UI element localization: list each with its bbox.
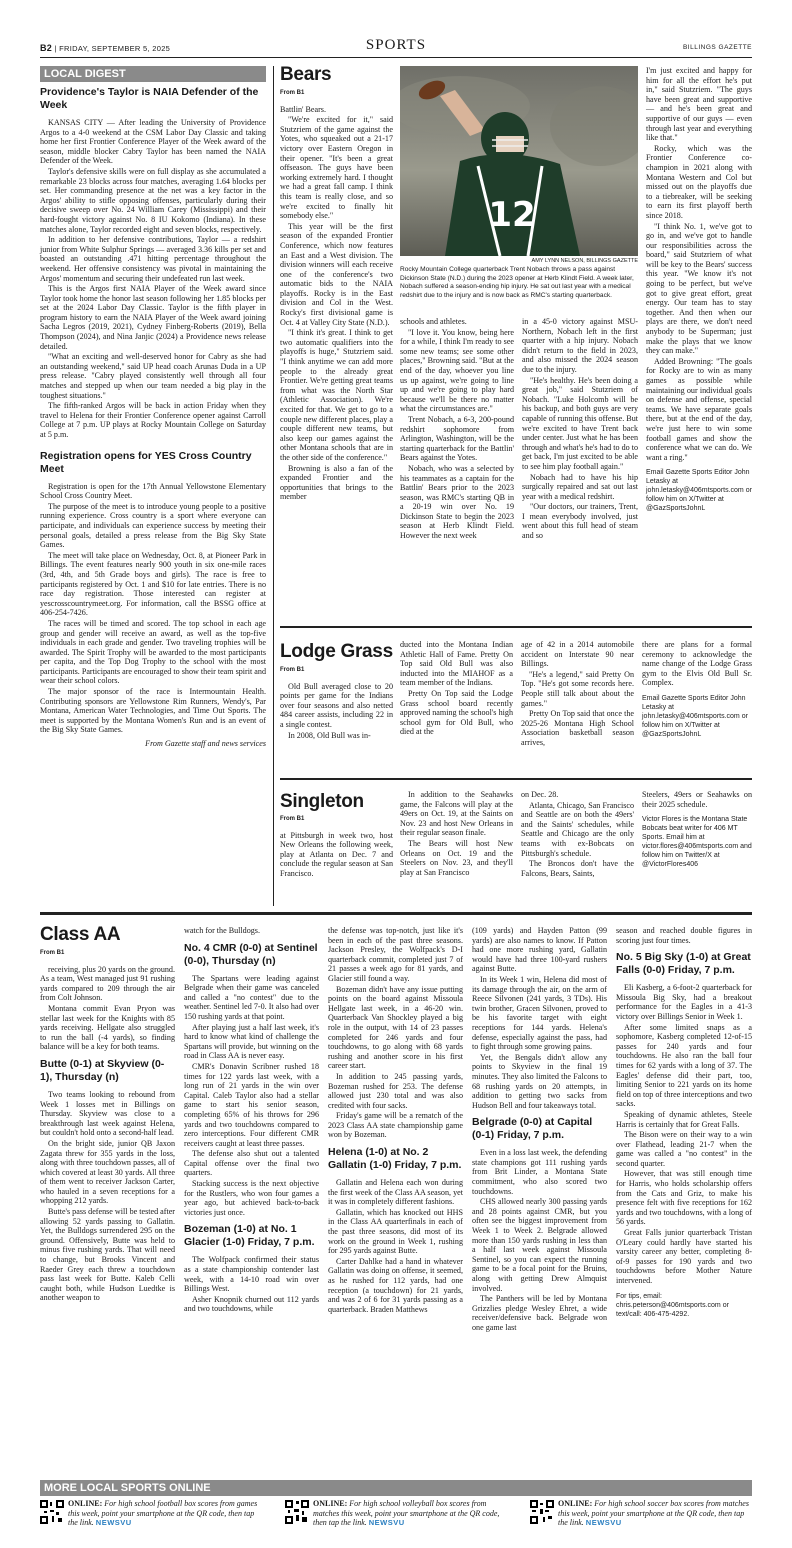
page-header [40,36,752,58]
section-rule [280,626,752,628]
paper-name: BILLINGS GAZETTE [682,44,752,51]
game-subhead: Belgrade (0-0) at Capital (0-1) Friday, 7 p.m. [472,1116,593,1142]
body-paragraph: Taylor's defensive skills were on full display as she accumulated a remarkable 23 blocks across four matches, averaging 1.64 blocks per set. Her commanding presence at the net was a key factor in the Argos' ability to stifle opposing offenses, particularly during their decisive sweep over No. 24 William Carey (Mississippi) and their hard-fought victory against No. 8 IU Kokomo (Indiana). In these matches alone, Taylor recorded eight and seven blocks, respectively. [40,166,266,234]
body-paragraph: The defense also shut out a talented Capital offense over the final two quarters. [184,1149,319,1178]
jersey-number: 12 [488,195,536,235]
body-paragraph: Butte's pass defense will be tested after allowing 52 yards passing to Gallatin. Yet, the Bulldogs surrendered 295 on the ground. Offensively, Butte was held to minus five rushing yards. That will need to change, but Brooks Vincent and Raeder Grey each threw a touchdown pass last week for Butte. Kaleb Celli caught both, while Hudson Luedtke is another weapon to [40,1207,175,1303]
bears-col4 [646,66,752,513]
body-paragraph: at Pittsburgh in week two, host New Orleans the following week, play at Atlanta on Dec. 7 and conclude the regular season at San Francisco. [280,830,393,878]
lodge-grass-from: From B1 [280,667,305,673]
class-aa-col5 [616,926,752,1319]
body-paragraph: The Spartans were leading against Belgrade when their game was canceled and called a "no contest" due to the weather. Sentinel led 7-0. It also had over 150 rushing yards at that point. [184,973,319,1021]
nobach-photo [400,66,638,256]
online-text-soccer: ONLINE: For high school soccer box scores from matches this week, point your smartphone at the QR code, then tap the link. NEWSVU [558,1499,749,1528]
section-title: SPORTS [365,37,427,53]
body-paragraph: Bozeman didn't have any issue putting points on the board against Missoula Hellgate last week, in a 46-20 win. Quarterback Van Shockley played a big role in the output, with 14 of 23 passes completed for 246 yards and four touchdowns, to go along with 68 yards rushing and another score in his first career start. [328,984,463,1071]
lodge-grass-headline: Lodge Grass [280,641,393,662]
bears-col2 [400,317,514,542]
body-paragraph: ducted into the Montana Indian Athletic Hall of Fame. Pretty On Top said Old Bull was also inducted into the MIAHOF as a team member of the Indians. [400,640,513,688]
bears-from: From B1 [280,90,305,96]
qr-code-icon[interactable] [40,1500,64,1524]
body-paragraph: The Bison were on their way to a win over Flathead, leading 21-7 when the game was called a "no contest" in the second quarter. [616,1130,752,1168]
bears-col1 [280,89,393,503]
body-paragraph: After some limited snaps as a sophomore, Kasberg completed 12-of-15 passes for 240 yards and four touchdowns. He also ran the ball four times for 62 yards with a long of 37. The Eagles' defense did their part, too, limiting Senior to 221 yards on its home field on top of three interceptions and two sacks. [616,1022,752,1109]
online-text-volleyball: ONLINE: For high school volleyball box scores from matches this week, point your smartphone at the QR code, then tap the link. NEWSVU [313,1499,500,1528]
body-paragraph: "I think No. 1, we've got to go in, and we've got to handle our responsibilities across the board," said Stutzriem of what will be key to the Bears' success this year. "We know it's not going to be perfect, but we've got to give great effort, great energy. Our team has to stay together. And then when our plays are there, we don't need anybody to be Superman; just make the plays that we know they can make." [646,221,752,356]
body-paragraph: Friday's game will be a rematch of the 2023 Class AA state championship game won by Bozeman. [328,1111,463,1140]
lodge-grass-col2 [400,640,513,738]
body-paragraph: KANSAS CITY — After leading the University of Providence Argos to a 4-0 weekend at the CSM Labor Day Classic and taking home her first Frontier Conference Player of the Week award of the season, middle blocker Cabry Taylor has been named the NAIA Defender of the Week. [40,118,266,166]
class-aa-contact: For tips, email: chris.peterson@406mtsports.com or text/call: 406-475-4292. [616,1292,729,1318]
singleton-from: From B1 [280,816,305,822]
newspaper-page [40,36,752,1526]
newsvu-brand[interactable]: NEWSVU [585,1518,622,1528]
body-paragraph: Atlanta, Chicago, San Francisco and Seattle are on both the 49ers' and the Saints' schedules, while Seattle and Chicago are the only teams with ex-Bobcats on Pittsburgh's schedule. [521,800,634,858]
body-paragraph: Asher Knopnik churned out 112 yards and two touchdowns, while [184,1294,319,1314]
bears-contact: Email Gazette Sports Editor John Letasky at john.letasky@406mtsports.com or follow him on X/Twitter at @GazSportsJohnL [646,469,752,513]
singleton-headline: Singleton [280,791,364,812]
class-aa-col4 [472,926,607,1334]
lodge-grass-col1 [280,666,393,741]
local-digest-column [40,86,266,749]
body-paragraph: Gallatin, which has knocked out HHS in the Class AA quarterfinals in each of the past three seasons, did most of its work on the ground in Week 1, rushing for 295 yards against Butte. [328,1207,463,1256]
qr-code-icon[interactable] [285,1500,309,1524]
newsvu-brand[interactable]: NEWSVU [368,1518,405,1528]
qr-code-icon[interactable] [530,1500,554,1524]
lodge-grass-contact: Email Gazette Sports Editor John Letasky at john.letasky@406mtsports.com or follow him on X/Twitter at @GazSportsJohnL [642,694,748,738]
page-number: B2 [40,43,53,53]
digest-story1-body [40,118,266,440]
body-paragraph: "What an exciting and well-deserved honor for Cabry as she had an outstanding weekend," said UP head coach Arunas Duda in a UP press release. "Cabry played consistently well through all four matches and stepped up when our team needed a big play in the toughest situations." [40,352,266,400]
online-item-soccer[interactable] [530,1500,752,1530]
body-paragraph: However, that was still enough time for Harris, who holds scholarship offers from the Cats and Griz, to make his presence felt with five receptions for 162 yards and two touchdowns, with a long of 56 yards. [616,1169,752,1227]
column-rule [273,66,274,906]
digest-story1-headline: Providence's Taylor is NAIA Defender of the Week [40,86,259,111]
body-paragraph: After playing just a half last week, it's hard to know what kind of challenge the Spartans will provide, but winning on the road in Class AA is never easy. [184,1022,319,1061]
body-paragraph: The meet will take place on Wednesday, Oct. 8, at Pioneer Park in Billings. The event features nearly 900 youth in six one-mile races (3rd, 4th, and 5th Grade boys and girls). The race is free to participants registered by Oct. 1 and $10 for late entries. There is no race day registration. Those interested can register at yescrosscountrymeet.org. For information, call the BSSG office at 406-254-7426. [40,550,266,618]
photo-credit: AMY LYNN NELSON, BILLINGS GAZETTE [531,258,638,264]
bears-headline: Bears [280,64,332,85]
body-paragraph: age of 42 in a 2014 automobile accident on Interstate 90 near Billings. [521,640,634,669]
body-paragraph: Added Browning: "The goals for Rocky are to win as many games as possible while maintaining our individual goals on defense and offense, special teams. We have separate goals there, but at the end of the day, we're just here to win some football games and show the conference what we can do. We want a ring." [646,356,752,462]
digest-story2-headline: Registration opens for YES Cross Country Meet [40,449,252,475]
game-subhead: No. 4 CMR (0-0) at Sentinel (0-0), Thursday (n) [184,941,318,967]
body-paragraph: Registration is open for the 17th Annual Yellowstone Elementary School Cross Country Meet. [40,481,266,501]
body-paragraph: the defense was top-notch, just like it's been in each of the past three seasons. Jackson Presley, the Wolfpack's D-I quarterback commit, completed just 7 of 21 passes a week ago for 81 yards, and Glacier still found a way. [328,926,463,983]
body-paragraph: I'm just excited and happy for him for all the effort he's put in," said Stutzriem. "The guys have been great and supportive — and he's been great and supportive of our guys — even through last year and everything like that." [646,66,752,143]
body-paragraph: The races will be timed and scored. The top school in each age group and gender will receive an award, as well as the top-five individuals in each grade and gender. Two traveling trophies will be awarded. The Spirit Trophy will be awarded to the most participants per capita, and the Top Dog Trophy to the school with the most participants. Participants are encouraged to show their team spirit and wear their school colors. [40,618,266,686]
body-paragraph: Yet, the Bengals didn't allow any points to Skyview in the final 19 minutes. They also limited the Falcons to 68 rushing yards on 20 attempts, in addition to getting two sacks from Hudson Bell and four takeaways total. [472,1052,607,1110]
body-paragraph: The Wolfpack confirmed their status as a state championship contender last week, with a 14-10 road win over Billings West. [184,1255,319,1294]
body-paragraph: on Dec. 28. [521,790,559,799]
body-paragraph: "Our doctors, our trainers, Trent, I mean everybody involved, just went about this full head of steam and so [522,502,638,541]
body-paragraph: The major sponsor of the race is Intermountain Health. Contributing sponsors are Yellowstone Rim Runners, Wendy's, Par Montana, American Water Technologies, and Time Out Sports. The meet is supported by the Montana Women's Run and is an event of the Big Sky State Games. [40,687,266,735]
body-paragraph: Stacking success is the next objective for the Rustlers, who won four games a year ago, but achieved back-to-back victories just once. [184,1179,319,1217]
body-paragraph: The Panthers will be led by Montana Grizzlies pledge Wesley Ehret, a wide receiver/defensive back. Belgrade won one game last [472,1294,607,1332]
body-paragraph: receiving, plus 20 yards on the ground. As a team, West managed just 91 rushing yards compared to 209 through the air from Colt Johnson. [40,964,175,1003]
game-subhead: Bozeman (1-0) at No. 1 Glacier (1-0) Friday, 7 p.m. [184,1223,315,1249]
body-paragraph: This year will be the first season of the expanded Frontier Conference, which now features an East and a West division. The division winners will each receive one of the conference's two automatic bids to the NAIA playoffs. Rocky is in the East division and Col in the West. Rocky's first divisional game is Oct. 4 at Valley City State (N.D.). [280,221,393,327]
page-folio: B2 | FRIDAY, SEPTEMBER 5, 2025 [40,43,171,53]
body-paragraph: The fifth-ranked Argos will be back in action Friday when they travel to Helena for their Frontier Conference opener against Carroll College at 7 p.m. UP plays at Rocky Mountain College on Saturday at 5 p.m. [40,401,266,439]
body-paragraph: Speaking of dynamic athletes, Steele Harris is certainly that for Great Falls. [616,1109,752,1129]
bears-col3 [522,317,638,542]
body-paragraph: "We're excited for it," said Stutzriem of the game against the Yotes, who squeaked out a 21-17 victory over Eastern Oregon in their opener. "It's been a great offseason. The guys have been working extremely hard. I thought we had a great fall camp. I think this team is really close, and so we're excited to finally hit somebody else." [280,115,393,221]
body-paragraph: Gallatin and Helena each won during the first week of the Class AA season, yet it was in completely different fashions. [328,1178,463,1207]
class-aa-col2 [184,926,319,1315]
singleton-col3 [521,790,634,879]
body-paragraph: Old Bull averaged close to 20 points per game for the Indians over four seasons and also netted 484 career assists, including 22 in a single contest. [280,681,393,729]
page-date: FRIDAY, SEPTEMBER 5, 2025 [59,44,171,53]
lodge-grass-col4 [642,640,752,739]
online-item-volleyball[interactable] [285,1500,507,1530]
body-paragraph: "I love it. You know, being here for a while, I think I'm ready to see some new teams; see some other places," Browning said. "But at the end of the day, whoever you line us up against, we're going to line up and we're going to play hard because we'll be there no matter what the circumstances are." [400,327,514,414]
body-paragraph: Steelers, 49ers or Seahawks on their 2025 schedule. [642,790,752,809]
body-paragraph: Trent Nobach, a 6-3, 200-pound redshirt sophomore from Arlington, Washington, will be the starting quarterback for the Battlin' Bears against the Yotes. [400,414,514,463]
body-paragraph: In addition to the Seahawks game, the Falcons will play at the 49ers on Oct. 19, at the Saints on Nov. 23 and host New Orleans in their regular season finale. [400,790,513,838]
online-text-football: ONLINE: For high school football box scores from games this week, point your smartphone at the QR code, then tap the link. NEWSVU [68,1499,258,1528]
body-paragraph: In 2008, Old Bull was in- [288,730,371,740]
body-paragraph: CHS allowed nearly 300 passing yards and 28 points against CMR, but you often see the biggest improvement from Week 1 to Week 2. Belgrade allowed more than 150 yards rushing in less than a half last week against Missoula Sentinel, so you can expect the running game to be a focal point for the Bruins, along with getting Drew Almquist involved. [472,1197,607,1293]
body-paragraph: in a 45-0 victory against MSU-Northern, Nobach left in the first quarter with a hip injury. Nobach didn't return to the field in 2023, and also missed the 2024 season due to the injury. [522,317,638,374]
class-aa-from: From B1 [40,950,65,956]
section-rule [280,778,752,780]
class-aa-col1 [40,949,175,1304]
body-paragraph: Even in a loss last week, the defending state champions got 111 rushing yards from Brit Linder, a Montana State commitment, who also scored two touchdowns. [472,1148,607,1196]
newsvu-brand[interactable]: NEWSVU [95,1518,132,1528]
singleton-col4 [642,790,752,869]
online-item-football[interactable] [40,1500,262,1530]
body-paragraph: In its Week 1 win, Helena did most of its damage through the air, on the arm of Reece Silvonen (241 yards, 3 TDs). His twin brother, Gracen Silvonen, proved to be his favorite target with eight receptions for 144 yards. Helena's defense, especially against the pass, had to fight through some growing pains. [472,974,607,1052]
digest-credit: From Gazette staff and news services [145,739,266,749]
more-online-kicker: MORE LOCAL SPORTS ONLINE [40,1480,752,1496]
lodge-grass-col3 [521,640,634,749]
game-subhead: Butte (0-1) at Skyview (0-1), Thursday (n) [40,1057,165,1083]
singleton-col1 [280,815,393,880]
body-paragraph: season and reached double figures in scoring just four times. [616,926,752,945]
body-paragraph: The Bears will host New Orleans on Oct. 19 and the Steelers on Nov. 23, and they'll play at San Francisco [400,838,513,877]
photo-caption: Rocky Mountain College quarterback Trent Nobach throws a pass against Dickinson State (N.D.) during the 2023 opener at Herb Klindt Field. A week later, Nobach suffered a season-ending hip injury. He sat out last year with a medical redshirt due to the injury and is now back as RMC's starting quarterback. [400,266,634,299]
body-paragraph: The Broncos don't have the Falcons, Bears, Saints, [521,859,634,878]
body-paragraph: Carter Dahlke had a hand in whatever Gallatin was doing on offense, it seemed, as he rushed for 112 yards, had one reception (a touchdown) for 21 yards, and was 2 of 6 for 31 yards passing as a quarterback. Braden Matthews [328,1256,463,1314]
class-aa-headline: Class AA [40,924,121,945]
body-paragraph: In addition to her defensive contributions, Taylor — a redshirt junior from White Sulphur Springs — averaged 3.36 kills per set and boasted an outstanding .471 hitting percentage throughout the weekend. Her offensive consistency was pivotal in maintaining the Argos' momentum and securing their undefeated run last week. [40,235,266,283]
body-paragraph: Rocky, which was the Frontier Conference co-champion in 2021 along with Montana Western and Col but missed out on the playoffs due to a tiebreaker, will be seeking to earn its first playoff berth since 2018. [646,143,752,220]
body-paragraph: watch for the Bulldogs. [184,926,260,935]
body-paragraph: Browning is also a fan of the expanded Frontier and the opportunities that brings to the member [280,463,393,502]
body-paragraph: "He's healthy. He's been doing a great job," said Stutzriem of Nobach. "Luke Holcomb will be his backup, and both guys are very capable of running this offense. But we're excited to have Trent back under center. Just what he has been through and what's he's had to do to get back, I'm just excited to be able to see him play football again." [522,375,638,471]
body-paragraph: (109 yards) and Hayden Patton (99 yards) are also names to know. If Patton had one more rushing yard, Gallatin would have had three 100-yard rushers against Butte. [472,926,607,974]
body-paragraph: Pretty On Top said that once the 2025-26 Montana High School Association basketball season arrives, [521,709,634,747]
body-paragraph: CMR's Donavin Scribner rushed 18 times for 122 yards last week, with a long run of 21 yards in the win over Capital. Caleb Taylor also had a stellar game to start his senior season, completing 65% of his throws for 296 yards and two touchdowns compared to zero interceptions. Four different CMR receivers caught at least three passes. [184,1061,319,1148]
body-paragraph: Two teams looking to rebound from Week 1 losses met in Billings on Thursday. Skyview was close to a breakthrough last week against Helena, but couldn't hold onto a second-half lead. [40,1089,175,1138]
game-subhead: No. 5 Big Sky (1-0) at Great Falls (0-0) Friday, 7 p.m. [616,951,751,977]
body-paragraph: In addition to 245 passing yards, Bozeman rushed for 253. The defense allowed just 230 total and was also credited with four sacks. [328,1071,463,1110]
body-paragraph: This is the Argos first NAIA Player of the Week award since Taylor took home the honor last season following her 1.85 blocks per set at the 2024 Labor Day Classic. Taylor is the fifth player in program history to earn the NAIA Player of the Week award joining Sacha Legros (2019, 2021), Cydney Finberg-Roberts (2019), Bella Thompson (2024), and Nina Janjic (2024) a Providence news release detailed. [40,284,266,351]
body-paragraph: Pretty On Top said the Lodge Grass school board recently approved naming the school's high school gym for Old Bull, who died at the [400,688,513,737]
body-paragraph: Eli Kasberg, a 6-foot-2 quarterback for Missoula Big Sky, had a breakout performance for the Eagles in a 41-3 victory over Billings Senior in Week 1. [616,983,752,1021]
body-paragraph: On the bright side, junior QB Jaxon Zagata threw for 355 yards in the loss, along with three touchdown passes, all of which covered at least 30 yards. All three of them went to receiver Jackson Carter, who hauled in a seven receptions for a whopping 212 yards. [40,1138,175,1206]
body-paragraph: schools and athletes. [400,317,467,326]
singleton-col2 [400,790,513,878]
game-subhead: Helena (1-0) at No. 2 Gallatin (1-0) Friday, 7 p.m. [328,1146,462,1172]
body-paragraph: The purpose of the meet is to introduce young people to a positive running experience. Cross country is a sport where everyone can participate, and individuals can experience success by meeting their personal goals, detailed a press release from the Big Sky State Games. [40,501,266,550]
class-aa-col3 [328,926,463,1315]
body-paragraph: there are plans for a formal ceremony to acknowledge the name change of the Lodge Grass gym to the Elvis Old Bull Sr. Complex. [642,640,752,688]
section-rule-heavy [40,912,752,915]
body-paragraph: Montana commit Evan Pryon was stellar last week for the Knights with 85 yards receiving. Hellgate also struggled to run the ball (-4 yards), so finding balance will be a key for both teams. [40,1003,175,1052]
body-paragraph: "I think it's great. I think to get two automatic qualifiers into the playoffs is huge," Stutzriem said. "I think anytime we can add more people to the already great Frontier. We're getting great teams from what was the North Star (Athletic Association). We're excited for that. We get to go to a couple new different places, play a couple different new teams, but also keep our games against the other Montana schools that are in the other side of the conference." [280,328,393,462]
body-paragraph: Great Falls junior quarterback Tristan O'Leary could hardly have started his varsity career any better, completing 8-of-9 passes for 190 yards and two touchdowns before Mother Nature intervened. [616,1228,752,1285]
body-paragraph: Battlin' Bears. [280,104,326,114]
body-paragraph: "He's a legend," said Pretty On Top. "He's got some records here. People still talk about about the games." [521,669,634,708]
body-paragraph: Nobach had to have his hip surgically repaired and sat out last year with a medical redshirt. [522,472,638,501]
local-digest-kicker: LOCAL DIGEST [40,66,266,82]
singleton-contact: Victor Flores is the Montana State Bobcats beat writer for 406 MT Sports. Email him at victor.flores@406mtsports.com and follow him on Twitter/X at @VictorFlores406 [642,816,752,869]
digest-story2-body [40,482,266,735]
body-paragraph: Nobach, who was a selected by his teammates as a captain for the Battlin' Bears prior to the 2023 season, was RMC's starting QB in a 20-19 win over No. 19 Dickinson State to begin the 2023 season at Herb Klindt Field. However the next week [400,463,514,541]
